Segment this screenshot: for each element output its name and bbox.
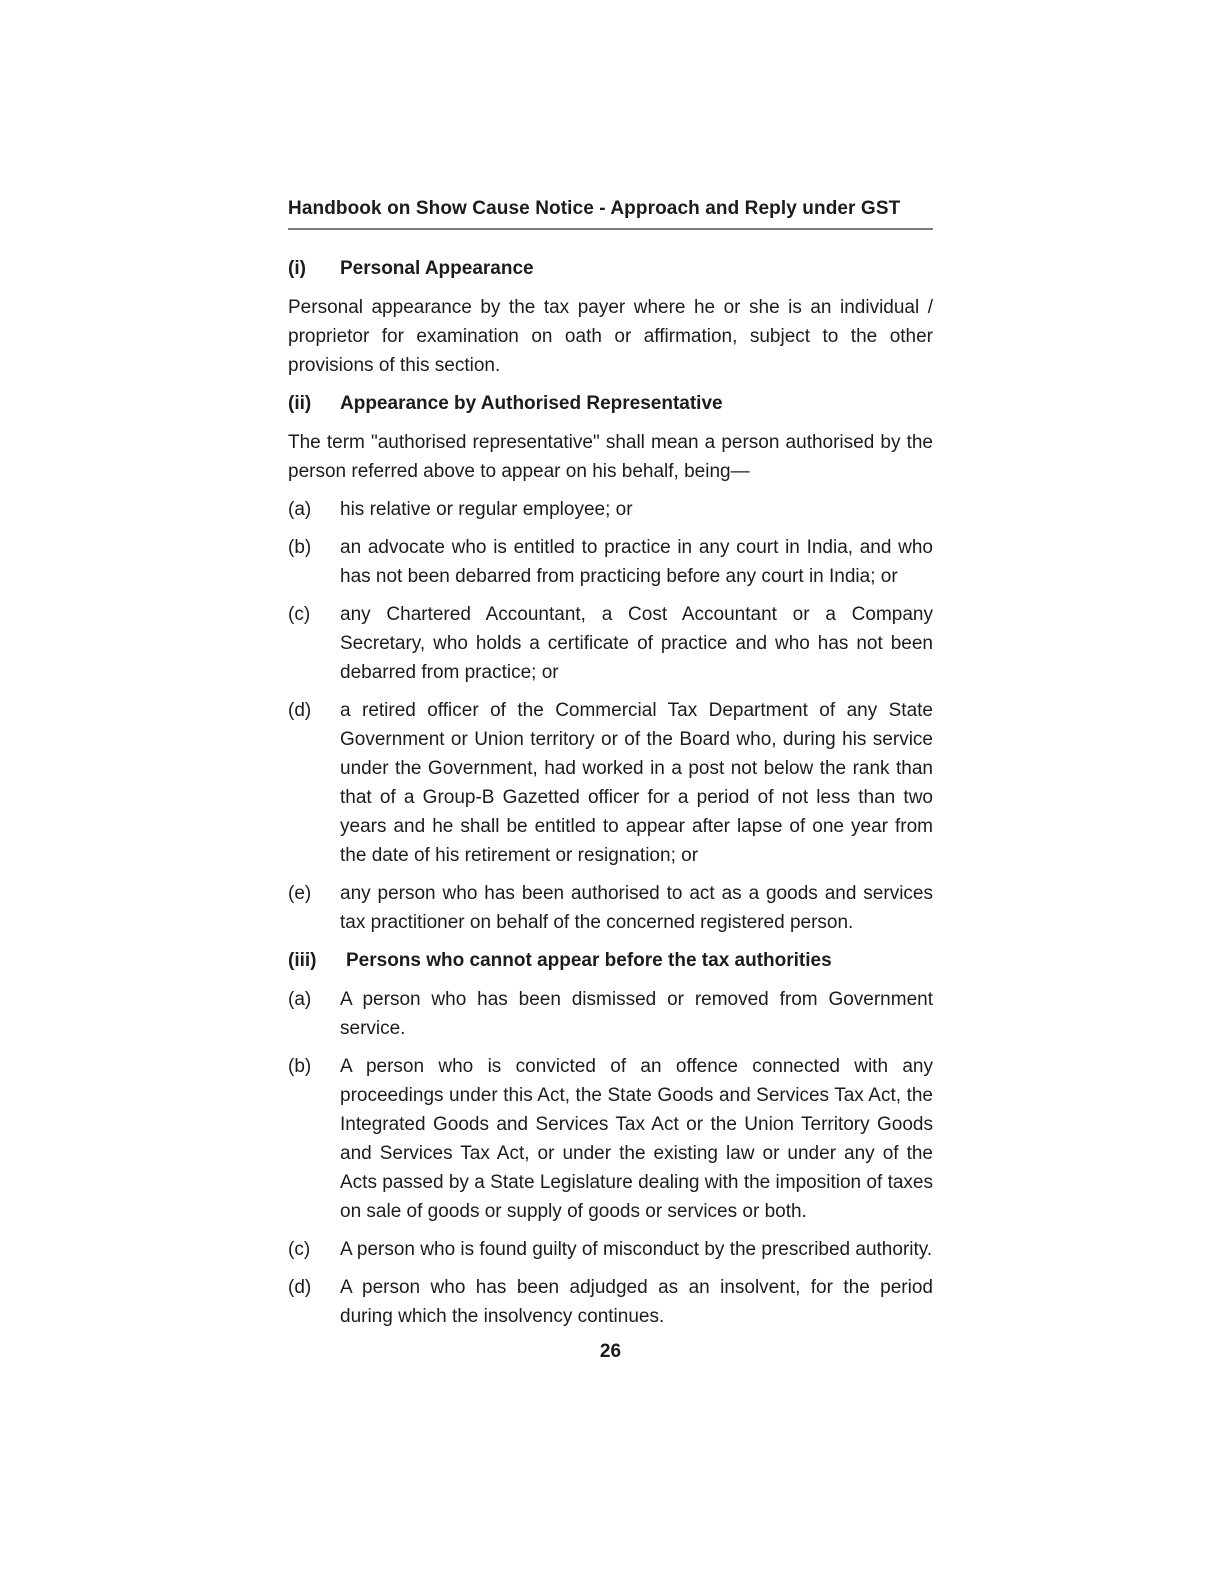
list-item-label: (a) [288, 499, 312, 520]
list-item [288, 985, 933, 1043]
list-item-label: (c) [288, 1239, 311, 1260]
paragraph: The term "authorised representative" shall mean a person authorised by the person referred above to appear on his behalf, being— [288, 432, 933, 482]
list-item-label: (d) [288, 1277, 312, 1298]
list-item-text: A person who has been dismissed or removed from Government service. [340, 989, 933, 1039]
list-item-text: an advocate who is entitled to practice in any court in India, and who has not been debarred from practicing before any court in India; or [340, 537, 933, 587]
list-item [288, 533, 933, 591]
list-item-text: any Chartered Accountant, a Cost Accountant or a Company Secretary, who holds a certificate of practice and who has not been debarred from practice; or [340, 604, 933, 683]
section-label: (ii) [288, 393, 312, 414]
list-item [288, 1235, 933, 1264]
section-label: (i) [288, 258, 306, 279]
running-header-title: Handbook on Show Cause Notice - Approach and Reply under GST [288, 196, 933, 230]
section-heading-i [288, 254, 933, 283]
list-item-text: a retired officer of the Commercial Tax Department of any State Government or Union territory or of the Board who, during his service under the Government, had worked in a post not below the rank than that of a Group-B Gazetted officer for a period of not less than two years and he shall be entitled to appear after lapse of one year from the date of his retirement or resignation; or [340, 700, 933, 866]
page-number: 26 [599, 1341, 622, 1362]
list-item-text: A person who is convicted of an offence connected with any proceedings under this Act, the State Goods and Services Tax Act, the Integrated Goods and Services Tax Act or the Union Territory Goods and Services Tax Act, or under the existing law or under any of the Acts passed by a State Legislature dealing with the imposition of taxes on sale of goods or supply of goods or services or both. [340, 1056, 933, 1222]
list-item-text: any person who has been authorised to act as a goods and services tax practitioner on behalf of the concerned registered person. [340, 883, 933, 933]
list-item-text: his relative or regular employee; or [340, 499, 633, 520]
list-item [288, 1052, 933, 1226]
list-item-label: (b) [288, 1056, 312, 1077]
paragraph: Personal appearance by the tax payer where he or she is an individual / proprietor for examination on oath or affirmation, subject to the other provisions of this section. [288, 297, 933, 376]
list-item [288, 495, 933, 524]
section-label: (iii) [288, 950, 317, 971]
section-title: Personal Appearance [340, 258, 534, 279]
list-item [288, 879, 933, 937]
list-item-label: (d) [288, 700, 312, 721]
list-item-text: A person who is found guilty of misconduct by the prescribed authority. [340, 1239, 933, 1260]
section-heading-iii [288, 946, 933, 975]
section-heading-ii [288, 389, 933, 418]
list-item-label: (c) [288, 604, 311, 625]
section-title: Persons who cannot appear before the tax authorities [346, 950, 832, 971]
list-item-label: (e) [288, 883, 312, 904]
list-item [288, 1273, 933, 1331]
section-title: Appearance by Authorised Representative [340, 393, 723, 414]
list-item-text: A person who has been adjudged as an insolvent, for the period during which the insolvency continues. [340, 1277, 933, 1327]
list-item [288, 696, 933, 870]
list-item-label: (b) [288, 537, 312, 558]
list-item [288, 600, 933, 687]
list-item-label: (a) [288, 989, 312, 1010]
document-page [288, 196, 933, 1363]
